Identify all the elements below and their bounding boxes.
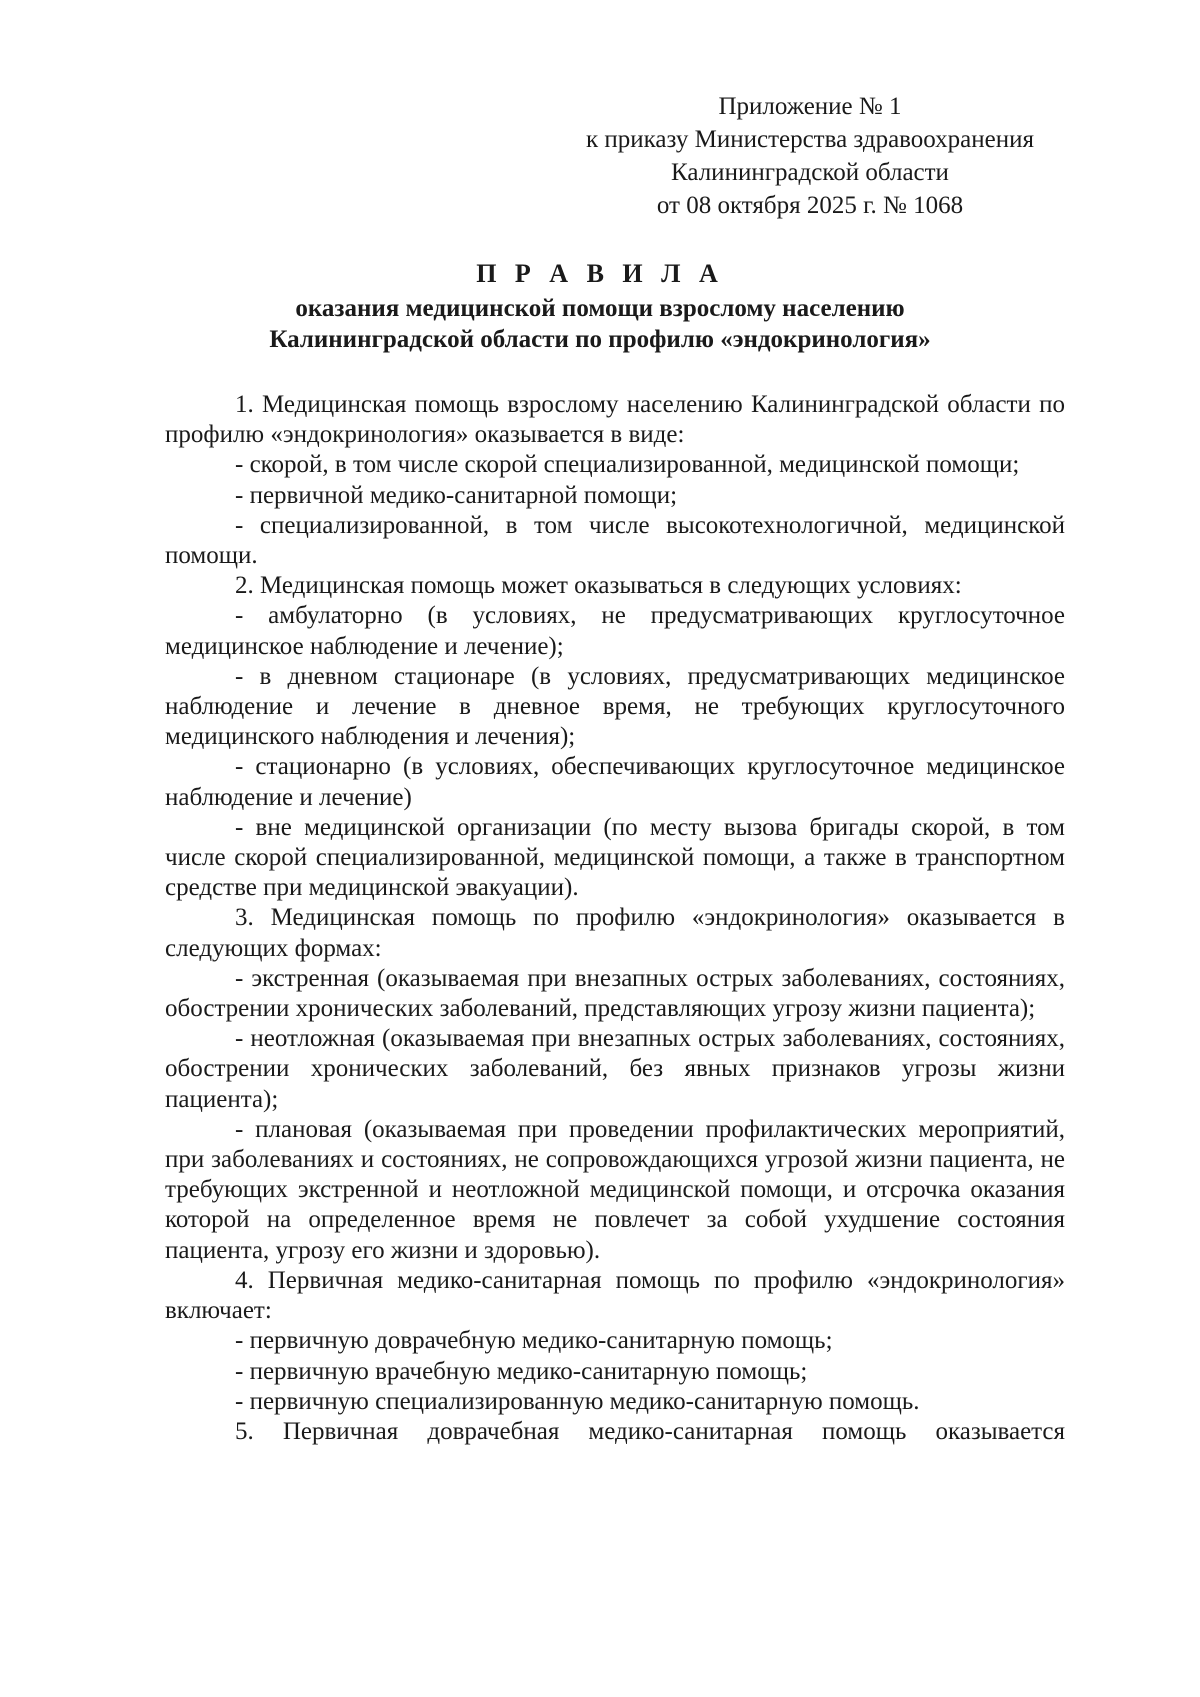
paragraph-8: - стационарно (в условиях, обеспечивающих круглосуточное медицинское наблюдение и лечение)	[165, 753, 1065, 811]
paragraph-3: - первичной медико-санитарной помощи;	[235, 481, 678, 509]
paragraph-12: - неотложная (оказываемая при внезапных острых заболеваниях, состояниях, обострении хронических заболеваний, без явных признаков угрозы жизни пациента);	[165, 1025, 1065, 1113]
paragraph-18: 5. Первичная доврачебная медико-санитарная помощь оказывается	[235, 1417, 1065, 1445]
paragraph-11: - экстренная (оказываемая при внезапных острых заболеваниях, состояниях, обострении хронических заболеваний, представляющих угрозу жизни пациента);	[165, 964, 1065, 1023]
paragraph-14: 4. Первичная медико-санитарная помощь по профилю «эндокринология» включает:	[165, 1266, 1065, 1325]
title-line-1: оказания медицинской помощи взрослому населению	[295, 295, 905, 322]
paragraph-1: 1. Медицинская помощь взрослому населению Калининградской области по профилю «эндокринология» оказывается в виде:	[165, 391, 1065, 449]
title-line-2: Калининградской области по профилю «эндокринология»	[269, 326, 931, 353]
paragraph-6: - амбулаторно (в условиях, не предусматривающих круглосуточное медицинское наблюдение и лечение);	[165, 602, 1065, 660]
attachment-number: Приложение № 1	[718, 93, 902, 120]
attachment-region: Калининградской области	[671, 159, 949, 186]
title-heading: П Р А В И Л А	[476, 259, 724, 288]
paragraph-2: - скорой, в том числе скорой специализированной, медицинской помощи;	[235, 451, 1020, 479]
paragraph-4: - специализированной, в том числе высокотехнологичной, медицинской помощи.	[165, 511, 1065, 570]
attachment-date: от 08 октября 2025 г. № 1068	[656, 192, 964, 219]
paragraph-5: 2. Медицинская помощь может оказываться в следующих условиях:	[235, 572, 962, 600]
paragraph-17: - первичную специализированную медико-санитарную помощь.	[235, 1387, 920, 1415]
paragraph-7: - в дневном стационаре (в условиях, предусматривающих медицинское наблюдение и лечение в дневное время, не требующих круглосуточного медицинского наблюдения и лечения);	[165, 662, 1065, 751]
document-body	[165, 390, 1065, 1447]
paragraph-15: - первичную доврачебную медико-санитарную помощь;	[235, 1327, 833, 1355]
paragraph-10: 3. Медицинская помощь по профилю «эндокринология» оказывается в следующих формах:	[165, 904, 1065, 962]
paragraph-9: - вне медицинской организации (по месту вызова бригады скорой, в том числе скорой специализированной, медицинской помощи, а также в транспортном средстве при медицинской эвакуации).	[165, 813, 1065, 902]
attachment-order-ref: к приказу Министерства здравоохранения	[585, 126, 1035, 153]
paragraph-16: - первичную врачебную медико-санитарную помощь;	[235, 1357, 808, 1385]
attachment-header	[550, 90, 1070, 222]
document-title	[150, 258, 1050, 355]
paragraph-13: - плановая (оказываемая при проведении профилактических мероприятий, при заболеваниях и состояниях, не сопровождающихся угрозой жизни пациента, не требующих экстренной и неотложной медицинской помощи, и отсрочка оказания которой на определенное время не повлечет за собой ухудшение состояния пациента, угрозу его жизни и здоровью).	[165, 1115, 1065, 1264]
